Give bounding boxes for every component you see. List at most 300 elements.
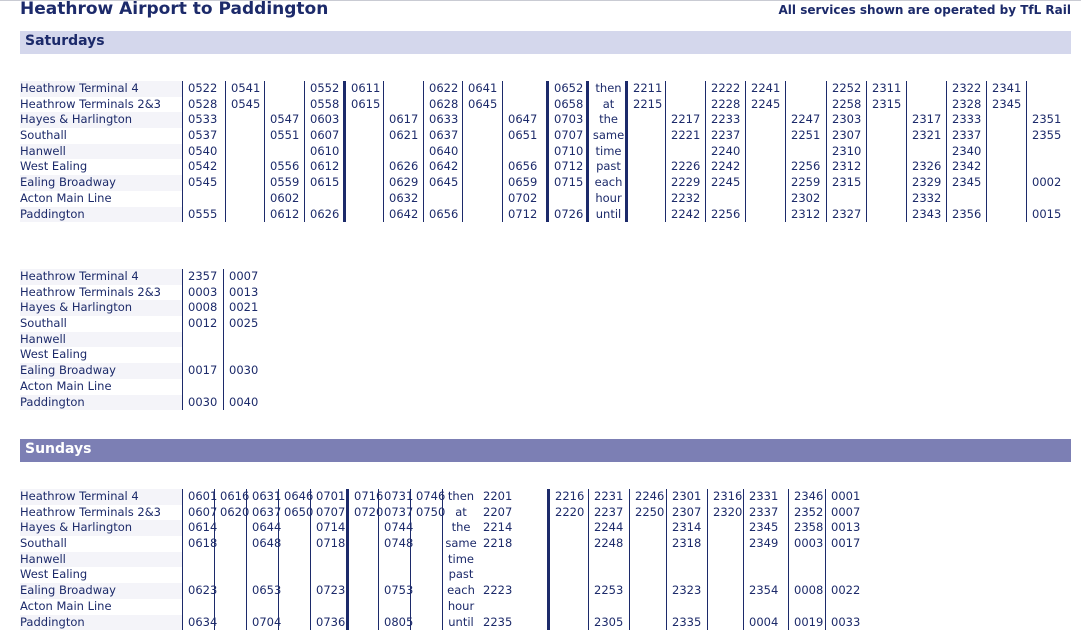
departure-time [708, 536, 744, 552]
departure-time: 2357 [188, 269, 218, 283]
frequency-note-text: at [455, 504, 467, 519]
departure-time: 2337 [952, 128, 982, 143]
frequency-note-text: time [448, 551, 474, 566]
station-name: Hayes & Harlington [20, 300, 182, 316]
station-names [20, 269, 182, 410]
departure-time: 2232 [671, 190, 701, 205]
service-column [182, 489, 218, 630]
departure-time: 2250 [635, 504, 665, 519]
departure-time: 2233 [711, 112, 741, 127]
departure-time: 0710 [554, 143, 584, 158]
departure-time [384, 97, 424, 113]
frequency-note-text: the [451, 520, 471, 535]
departure-time [247, 567, 279, 583]
departure-time: 0017 [188, 363, 218, 378]
departure-time [746, 128, 786, 144]
departure-time [349, 599, 381, 615]
departure-time [411, 536, 443, 552]
departure-time: 0012 [188, 316, 218, 331]
departure-time: 0703 [554, 112, 584, 127]
departure-time: 2248 [594, 536, 624, 551]
departure-time [379, 567, 411, 583]
departure-time: 0726 [554, 206, 584, 221]
station-name: Acton Main Line [20, 598, 112, 613]
departure-time: 2351 [1032, 112, 1062, 127]
departure-time [463, 207, 503, 223]
departure-time [349, 567, 381, 583]
departure-time [411, 615, 443, 631]
departure-time [279, 520, 311, 536]
service-column [986, 81, 1027, 222]
departure-time: 0650 [284, 504, 314, 519]
departure-time [183, 552, 215, 568]
departure-time [826, 552, 873, 568]
departure-time: 2345 [992, 96, 1022, 111]
departure-time [247, 552, 279, 568]
departure-time: 2229 [671, 175, 701, 190]
departure-time: 0737 [384, 504, 414, 519]
departure-time: 2329 [912, 175, 942, 190]
page-title: Heathrow Airport to Paddington [20, 0, 329, 19]
departure-time: 0746 [416, 489, 446, 503]
departure-time: 0547 [270, 112, 300, 127]
departure-time [478, 567, 547, 583]
departure-time: 2307 [672, 504, 702, 519]
departure-time: 0008 [794, 583, 824, 598]
departure-time [463, 191, 503, 207]
departure-time: 2352 [794, 504, 824, 519]
departure-time [706, 191, 746, 207]
departure-time: 2240 [711, 143, 741, 158]
station-name: Acton Main Line [20, 378, 112, 393]
departure-time [550, 552, 591, 568]
departure-time [424, 191, 463, 207]
departure-time: 2337 [749, 504, 779, 519]
departure-time: 0021 [229, 300, 259, 315]
departure-time [746, 191, 786, 207]
station-name: Paddington [20, 615, 182, 631]
departure-time: 2211 [633, 81, 663, 95]
departure-time [346, 112, 386, 128]
departure-time [349, 520, 381, 536]
service-column [378, 489, 414, 630]
departure-time [463, 175, 503, 191]
service-column [588, 489, 630, 630]
departure-time: 2256 [791, 159, 821, 174]
departure-time [463, 112, 503, 128]
departure-time [789, 599, 826, 615]
departure-time: 0637 [429, 128, 459, 143]
departure-time: 2311 [872, 81, 902, 95]
departure-time: 0552 [310, 81, 340, 95]
departure-time: 0629 [389, 175, 419, 190]
departure-time [746, 207, 786, 223]
frequency-note-text: hour [447, 598, 475, 613]
service-column [478, 489, 547, 630]
service-column [225, 81, 265, 222]
departure-time: 0013 [831, 520, 861, 535]
departure-time: 2307 [832, 128, 862, 143]
departure-time [349, 583, 381, 599]
departure-time: 2346 [794, 489, 824, 503]
departure-time [630, 520, 667, 536]
departure-time [589, 567, 630, 583]
departure-time: 0736 [316, 614, 346, 629]
departure-time [550, 599, 591, 615]
departure-time [279, 567, 311, 583]
departure-time: 2321 [912, 128, 942, 143]
departure-time [384, 144, 424, 160]
departure-time [746, 159, 786, 175]
departure-time: 0634 [188, 614, 218, 629]
departure-time: 0707 [316, 504, 346, 519]
departure-time: 2320 [713, 504, 743, 519]
departure-time: 0714 [316, 520, 346, 535]
departure-time: 2342 [952, 159, 982, 174]
frequency-note-text: the [599, 112, 618, 127]
departure-time: 0631 [252, 489, 282, 503]
departure-time [183, 332, 224, 348]
departure-time: 0623 [188, 583, 218, 598]
frequency-note-text: time [595, 143, 622, 158]
departure-time: 2235 [483, 614, 513, 629]
departure-time: 0607 [310, 128, 340, 143]
frequency-note-text: hour [595, 190, 622, 205]
departure-time: 2252 [832, 81, 862, 95]
departure-time: 0030 [188, 394, 218, 409]
departure-time [411, 520, 443, 536]
service-column [705, 81, 746, 222]
departure-time: 2333 [952, 112, 982, 127]
frequency-note-column [586, 81, 628, 222]
departure-time [826, 567, 873, 583]
departure-time: 0611 [351, 81, 381, 95]
departure-time [789, 552, 826, 568]
departure-time: 0628 [429, 96, 459, 111]
departure-time [628, 112, 668, 128]
departure-time: 2228 [711, 96, 741, 111]
service-column [825, 489, 873, 630]
sundays-section-bar [20, 439, 1071, 462]
departure-time [503, 144, 547, 160]
departure-time [786, 81, 827, 97]
departure-time [786, 97, 827, 113]
departure-time [215, 599, 247, 615]
service-column [223, 269, 264, 410]
station-name: Heathrow Terminals 2&3 [20, 504, 161, 519]
departure-time [667, 567, 708, 583]
departure-time [215, 536, 247, 552]
departure-time: 2221 [671, 128, 701, 143]
departure-time [215, 615, 247, 631]
station-name: Southall [20, 128, 67, 143]
departure-time: 2316 [713, 489, 743, 503]
saturdays-timetable-main [20, 81, 1071, 223]
departure-time [987, 207, 1027, 223]
service-column [423, 81, 463, 222]
departure-time [786, 144, 827, 160]
departure-time: 0642 [429, 159, 459, 174]
departure-time [1027, 191, 1072, 207]
departure-time: 0040 [229, 394, 259, 409]
departure-time: 0533 [188, 112, 218, 127]
departure-time: 2328 [952, 96, 982, 111]
departure-time [628, 175, 668, 191]
departure-time [907, 81, 947, 97]
departure-time: 0555 [188, 206, 218, 221]
departure-time: 0712 [554, 159, 584, 174]
departure-time: 0642 [389, 206, 419, 221]
frequency-note-text: same [445, 536, 477, 551]
frequency-note-text: then [447, 489, 475, 503]
departure-time [183, 347, 224, 363]
departure-time [311, 567, 347, 583]
departure-time: 2331 [749, 489, 779, 503]
sundays-timetable [20, 489, 910, 631]
departure-time [708, 615, 744, 631]
departure-time: 2220 [555, 504, 585, 519]
departure-time: 2358 [794, 520, 824, 535]
departure-time [1027, 144, 1072, 160]
departure-time: 0701 [316, 489, 346, 503]
station-name: Southall [20, 536, 67, 551]
departure-time [987, 175, 1027, 191]
departure-time: 0646 [284, 489, 314, 503]
departure-time: 0601 [188, 489, 218, 503]
service-column [304, 81, 344, 222]
departure-time: 2201 [483, 489, 513, 503]
station-name: Hayes & Harlington [20, 112, 182, 128]
station-name: Hanwell [20, 552, 182, 568]
departure-time: 0656 [508, 159, 538, 174]
departure-time [226, 175, 265, 191]
service-column [383, 81, 424, 222]
operator-note: All services shown are operated by TfL Rail [778, 3, 1071, 17]
departure-time: 2345 [952, 175, 982, 190]
departure-time [183, 599, 215, 615]
departure-time: 0007 [229, 269, 259, 283]
departure-time [346, 144, 386, 160]
frequency-note-text: until [448, 614, 474, 629]
saturdays-timetable-late [20, 269, 263, 411]
service-column [745, 81, 786, 222]
departure-time: 2207 [483, 504, 513, 519]
service-column [462, 81, 503, 222]
departure-time [247, 599, 279, 615]
departure-time: 2343 [912, 206, 942, 221]
departure-time: 0656 [429, 206, 459, 221]
station-name: Ealing Broadway [20, 363, 182, 379]
station-name: Paddington [20, 395, 182, 411]
departure-time [305, 191, 344, 207]
service-column [547, 489, 591, 630]
departure-time: 0558 [310, 96, 340, 111]
frequency-note-text: each [594, 175, 623, 190]
station-name: West Ealing [20, 347, 88, 362]
departure-time [279, 536, 311, 552]
departure-time: 0545 [231, 96, 261, 111]
departure-time [503, 81, 547, 97]
service-column [743, 489, 789, 630]
departure-time: 0620 [220, 504, 250, 519]
departure-time [907, 97, 947, 113]
station-name: West Ealing [20, 567, 88, 582]
service-column [278, 489, 314, 630]
station-name: Heathrow Terminal 4 [20, 81, 182, 97]
departure-time: 2301 [672, 489, 702, 503]
station-name: Hanwell [20, 144, 182, 160]
departure-time [1027, 81, 1072, 97]
departure-time: 0716 [354, 489, 384, 503]
departure-time: 2245 [711, 175, 741, 190]
departure-time [224, 332, 264, 348]
departure-time: 2246 [635, 489, 665, 503]
departure-time [708, 552, 744, 568]
station-name: Heathrow Terminal 4 [20, 269, 182, 285]
service-column [246, 489, 282, 630]
departure-time: 0007 [831, 504, 861, 519]
service-column [625, 81, 668, 222]
departure-time: 0723 [316, 583, 346, 598]
station-name: Paddington [20, 207, 182, 223]
departure-time: 0522 [188, 81, 218, 95]
departure-time: 0017 [831, 536, 861, 551]
departure-time: 0015 [1032, 206, 1062, 221]
departure-time: 2302 [791, 190, 821, 205]
departure-time: 0704 [252, 614, 282, 629]
departure-time: 2256 [711, 206, 741, 221]
departure-time [867, 175, 907, 191]
departure-time [746, 144, 786, 160]
departure-time [379, 552, 411, 568]
departure-time: 0622 [429, 81, 459, 95]
departure-time: 0542 [188, 159, 218, 174]
departure-time: 0019 [794, 614, 824, 629]
departure-time: 2310 [832, 143, 862, 158]
departure-time: 0013 [229, 284, 259, 299]
departure-time: 0537 [188, 128, 218, 143]
departure-time [708, 520, 744, 536]
departure-time [265, 144, 305, 160]
departure-time [630, 615, 667, 631]
departure-time: 2247 [791, 112, 821, 127]
departure-time: 0648 [252, 536, 282, 551]
departure-time: 0615 [310, 175, 340, 190]
departure-time [224, 379, 264, 395]
departure-time: 0718 [316, 536, 346, 551]
departure-time: 0626 [389, 159, 419, 174]
departure-time [907, 144, 947, 160]
departure-time [708, 583, 744, 599]
service-column [707, 489, 744, 630]
departure-time [411, 552, 443, 568]
departure-time: 2258 [832, 96, 862, 111]
departure-time [708, 599, 744, 615]
departure-time [463, 159, 503, 175]
departure-time [183, 379, 224, 395]
departure-time: 0744 [384, 520, 414, 535]
departure-time: 0545 [188, 175, 218, 190]
frequency-note-text: until [595, 206, 622, 221]
departure-time: 0750 [416, 504, 446, 519]
departure-time: 0618 [188, 536, 218, 551]
station-name: Ealing Broadway [20, 583, 182, 599]
departure-time [744, 552, 789, 568]
departure-time [226, 112, 265, 128]
departure-time: 0003 [794, 536, 824, 551]
departure-time: 0715 [554, 175, 584, 190]
departure-time: 0645 [468, 96, 498, 111]
departure-time: 0004 [749, 614, 779, 629]
departure-time [311, 552, 347, 568]
departure-time [279, 599, 311, 615]
departure-time: 0637 [252, 504, 282, 519]
departure-time [666, 144, 706, 160]
departure-time: 0652 [554, 81, 584, 95]
departure-time [183, 567, 215, 583]
service-column [264, 81, 305, 222]
departure-time: 0559 [270, 175, 300, 190]
service-column [182, 81, 226, 222]
departure-time [346, 159, 386, 175]
departure-time [628, 128, 668, 144]
departure-time: 2237 [711, 128, 741, 143]
departure-time: 0001 [831, 489, 861, 503]
service-column [666, 489, 708, 630]
departure-time: 0731 [384, 489, 414, 503]
departure-time: 0633 [429, 112, 459, 127]
departure-time: 0003 [188, 284, 218, 299]
departure-time [346, 191, 386, 207]
departure-time: 0528 [188, 96, 218, 111]
service-column [1026, 81, 1072, 222]
departure-time: 2317 [912, 112, 942, 127]
departure-time: 2231 [594, 489, 624, 503]
departure-time: 0659 [508, 175, 538, 190]
departure-time [947, 191, 987, 207]
service-column [343, 81, 386, 222]
departure-time: 0612 [310, 159, 340, 174]
departure-time: 2218 [483, 536, 513, 551]
departure-time: 0602 [270, 190, 300, 205]
departure-time: 0641 [468, 81, 498, 95]
departure-time [463, 144, 503, 160]
departure-time: 2335 [672, 614, 702, 629]
departure-time [630, 536, 667, 552]
departure-time: 2244 [594, 520, 624, 535]
station-name: Acton Main Line [20, 190, 112, 205]
departure-time [478, 552, 547, 568]
departure-time: 0616 [220, 489, 250, 503]
departure-time [667, 599, 708, 615]
service-column [906, 81, 947, 222]
departure-time: 2327 [832, 206, 862, 221]
departure-time: 2215 [633, 96, 663, 111]
departure-time [589, 599, 630, 615]
departure-time [630, 599, 667, 615]
departure-time [628, 191, 668, 207]
departure-time [708, 567, 744, 583]
station-name: West Ealing [20, 159, 88, 174]
departure-time: 2226 [671, 159, 701, 174]
departure-time: 0702 [508, 190, 538, 205]
departure-time [630, 583, 667, 599]
departure-time: 0644 [252, 520, 282, 535]
departure-time [265, 97, 305, 113]
departure-time: 0720 [354, 504, 384, 519]
departure-time: 0556 [270, 159, 300, 174]
departure-time: 2315 [832, 175, 862, 190]
